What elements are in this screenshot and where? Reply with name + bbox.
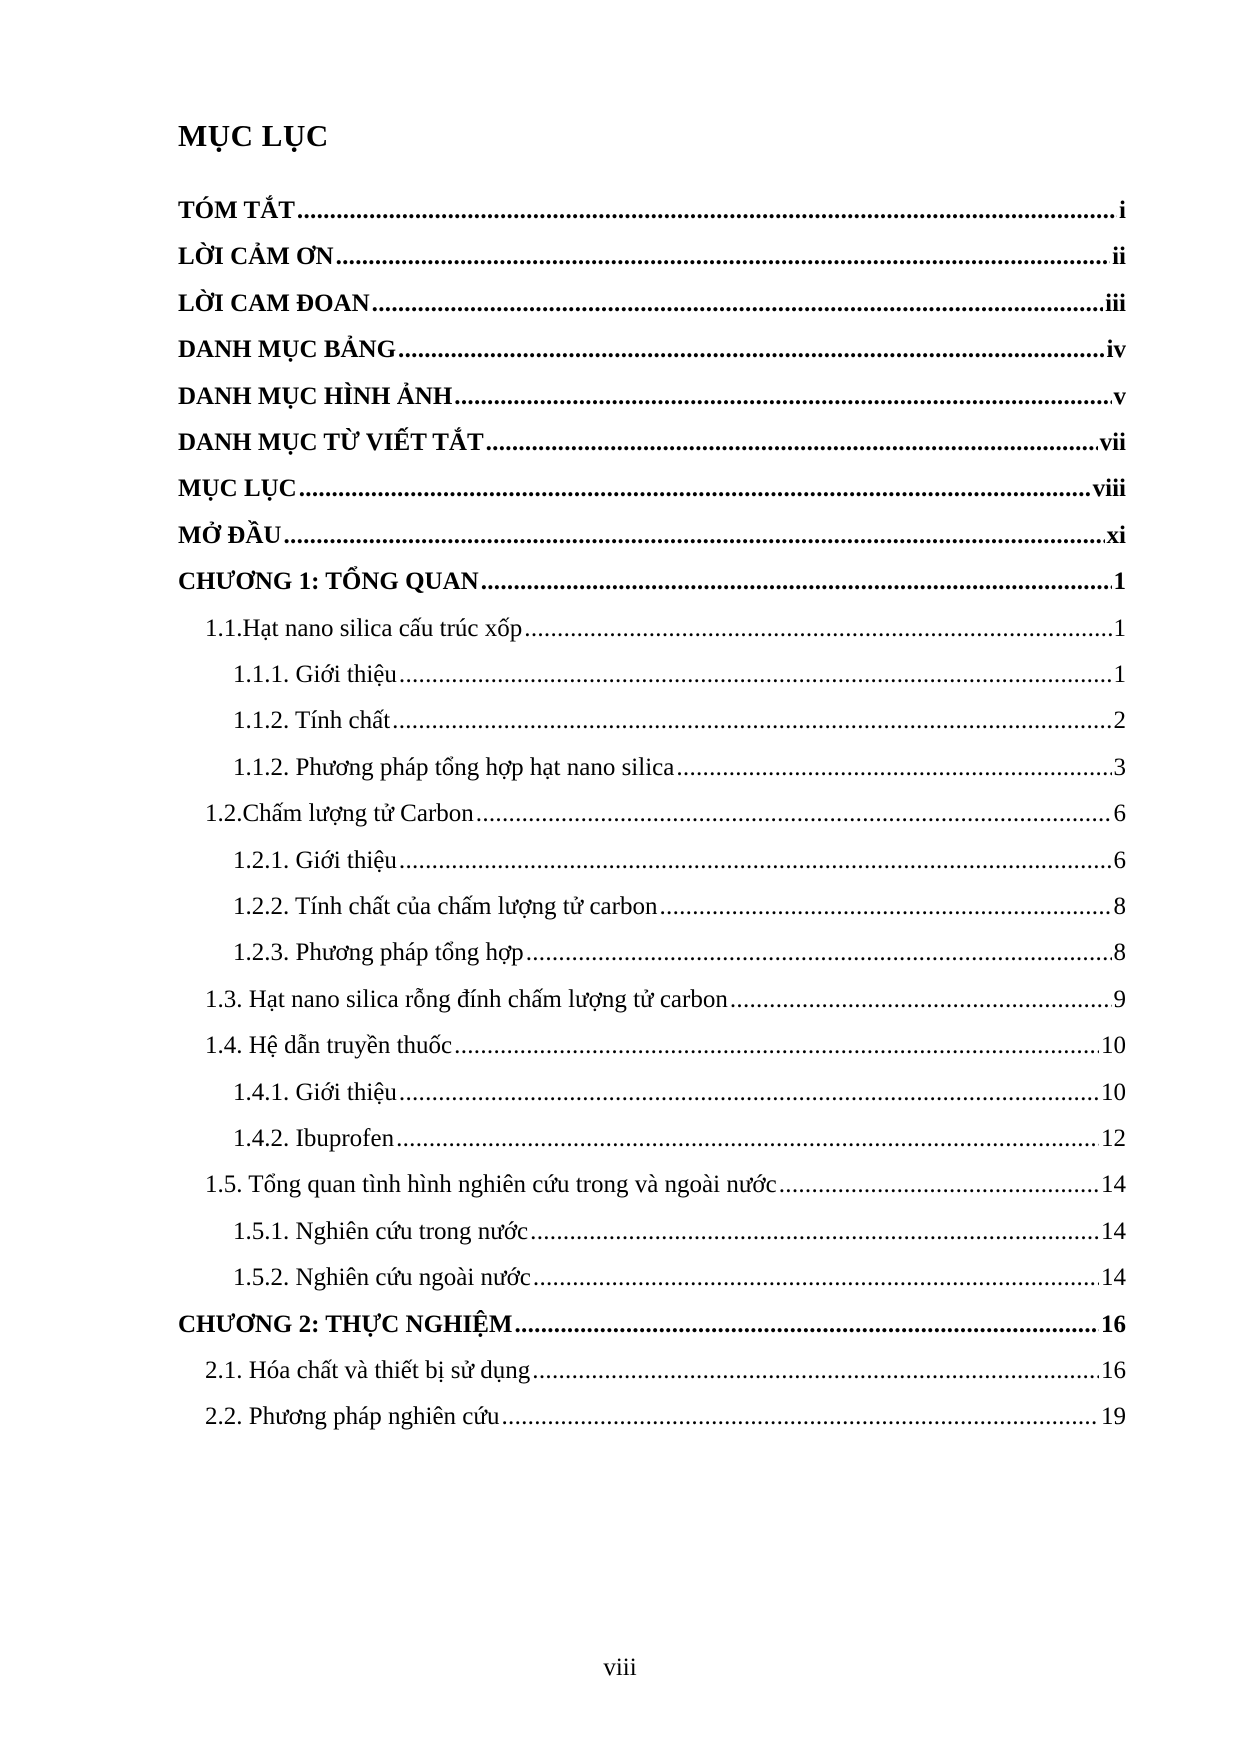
toc-entry-page-number: 12 xyxy=(1101,1125,1126,1152)
dot-leader xyxy=(532,1356,1099,1386)
toc-entry[interactable] xyxy=(233,660,1126,690)
toc-entry-page-number: 10 xyxy=(1101,1032,1126,1060)
toc-entry-label: Chấm lượng tử Carbon xyxy=(242,800,474,828)
dot-leader xyxy=(336,242,1111,272)
toc-entry-label: DANH MỤC BẢNG xyxy=(178,336,397,364)
toc-entry-label: LỜI CẢM ƠN xyxy=(178,243,334,271)
dot-leader xyxy=(399,1078,1099,1108)
toc-entry-page-number: 14 xyxy=(1101,1171,1126,1199)
toc-entry[interactable] xyxy=(205,1356,1126,1386)
toc-entry[interactable] xyxy=(233,706,1126,736)
dot-leader xyxy=(481,567,1112,597)
toc-entry-label: 2.2. Phương pháp nghiên cứu xyxy=(205,1403,500,1431)
toc-entry-label: 1.2.2. Tính chất của chấm lượng tử carbon xyxy=(233,893,658,920)
toc-entry[interactable] xyxy=(233,1078,1126,1108)
dot-leader xyxy=(399,846,1112,876)
dot-leader xyxy=(476,799,1112,829)
dot-leader xyxy=(533,1263,1099,1293)
toc-entry-label: Hạt nano silica cấu trúc xốp xyxy=(242,614,523,642)
toc-entry[interactable] xyxy=(205,614,1126,644)
toc-entry-page-number: 16 xyxy=(1101,1310,1126,1338)
toc-entry-page-number: 6 xyxy=(1113,800,1126,828)
dot-leader xyxy=(524,614,1111,644)
dot-leader xyxy=(398,335,1105,365)
toc-entry-label: 1.5.1. Nghiên cứu trong nước xyxy=(233,1217,529,1245)
toc-entry[interactable] xyxy=(233,892,1126,922)
toc-entry[interactable] xyxy=(205,1170,1126,1200)
toc-entry-page-number: 14 xyxy=(1101,1217,1126,1245)
toc-entry-page-number: iv xyxy=(1106,336,1126,364)
toc-entry[interactable] xyxy=(233,1124,1126,1154)
toc-entry-page-number: 14 xyxy=(1101,1264,1126,1292)
toc-entry-page-number: ii xyxy=(1112,243,1126,271)
dot-leader xyxy=(530,1217,1099,1247)
dot-leader xyxy=(297,196,1117,226)
page-title: MỤC LỤC xyxy=(178,118,329,153)
toc-entry-page-number: vii xyxy=(1099,429,1126,456)
toc-entry-label: 1.1.1. Giới thiệu xyxy=(233,661,397,688)
dot-leader xyxy=(526,938,1112,968)
toc-entry-page-number: 9 xyxy=(1113,985,1126,1013)
toc-entry[interactable] xyxy=(178,1310,1126,1340)
toc-entry-page-number: iii xyxy=(1105,289,1126,317)
toc-entry[interactable] xyxy=(178,474,1126,504)
dot-leader xyxy=(392,706,1111,736)
toc-entry-label: DANH MỤC TỪ VIẾT TẮT xyxy=(178,429,484,456)
toc-entry-page-number: 1 xyxy=(1113,568,1126,596)
toc-entry[interactable] xyxy=(178,196,1126,226)
toc-entry-page-number: 1 xyxy=(1113,661,1126,688)
toc-entry-number: 1.2. xyxy=(205,800,243,828)
toc-entry-page-number: viii xyxy=(1092,475,1126,503)
dot-leader xyxy=(283,521,1104,551)
dot-leader xyxy=(659,892,1111,922)
toc-entry[interactable] xyxy=(178,521,1126,551)
toc-entry[interactable] xyxy=(233,1263,1126,1293)
toc-entry-page-number: 8 xyxy=(1113,893,1126,920)
toc-entry-label: 1.5. Tổng quan tình hình nghiên cứu trong và ngoài nước xyxy=(205,1171,777,1199)
toc-entry-label: CHƯƠNG 2: THỰC NGHIỆM xyxy=(178,1310,513,1338)
dot-leader xyxy=(730,985,1112,1015)
toc-entry[interactable] xyxy=(205,1402,1126,1432)
toc-entry-label: 2.1. Hóa chất và thiết bị sử dụng xyxy=(205,1357,531,1384)
toc-entry-label: TÓM TẮT xyxy=(178,197,295,224)
toc-entry-label: 1.4.1. Giới thiệu xyxy=(233,1078,397,1106)
toc-entry-page-number: i xyxy=(1119,197,1126,224)
dot-leader xyxy=(486,428,1098,458)
toc-entry-page-number: 2 xyxy=(1113,707,1126,735)
toc-entry-label: LỜI CAM ĐOAN xyxy=(178,289,370,317)
toc-entry[interactable] xyxy=(205,985,1126,1015)
toc-entry[interactable] xyxy=(178,289,1126,319)
toc-entry-label: 1.4.2. Ibuprofen xyxy=(233,1125,395,1152)
dot-leader xyxy=(676,753,1111,783)
dot-leader xyxy=(396,1124,1099,1154)
toc-entry-label: 1.2.1. Giới thiệu xyxy=(233,846,397,874)
dot-leader xyxy=(372,289,1103,319)
toc-entry-page-number: 19 xyxy=(1101,1403,1126,1431)
toc-entry-page-number: xi xyxy=(1106,521,1126,549)
toc-entry[interactable] xyxy=(178,242,1126,272)
toc-entry-label: 1.1.2. Phương pháp tổng hợp hạt nano silica xyxy=(233,753,675,781)
dot-leader xyxy=(454,382,1111,412)
toc-entry-page-number: 6 xyxy=(1113,846,1126,874)
dot-leader xyxy=(399,660,1112,690)
dot-leader xyxy=(299,474,1091,504)
dot-leader xyxy=(501,1402,1099,1432)
dot-leader xyxy=(454,1031,1099,1061)
toc-entry-label: MỤC LỤC xyxy=(178,475,297,503)
toc-entry-page-number: v xyxy=(1113,382,1126,410)
toc-entry[interactable] xyxy=(205,799,1126,829)
toc-entry[interactable] xyxy=(233,938,1126,968)
toc-entry-label: 1.4. Hệ dẫn truyền thuốc xyxy=(205,1032,453,1060)
toc-entry[interactable] xyxy=(205,1031,1126,1061)
toc-entry-page-number: 16 xyxy=(1101,1357,1126,1384)
toc-entry-number: 1.1. xyxy=(205,614,243,642)
dot-leader xyxy=(779,1170,1099,1200)
toc-entry[interactable] xyxy=(178,567,1126,597)
toc-entry-label: CHƯƠNG 1: TỔNG QUAN xyxy=(178,568,479,596)
toc-entry-label: 1.1.2. Tính chất xyxy=(233,707,391,735)
toc-entry[interactable] xyxy=(233,846,1126,876)
toc-entry-label: 1.5.2. Nghiên cứu ngoài nước xyxy=(233,1264,531,1292)
toc-entry-label: DANH MỤC HÌNH ẢNH xyxy=(178,382,453,410)
toc-entry[interactable] xyxy=(178,382,1126,412)
toc-entry-page-number: 8 xyxy=(1113,939,1126,967)
toc-entry-page-number: 10 xyxy=(1101,1078,1126,1106)
toc-entry[interactable] xyxy=(178,428,1126,458)
dot-leader xyxy=(515,1310,1100,1340)
toc-entry-label: 1.3. Hạt nano silica rỗng đính chấm lượng tử carbon xyxy=(205,985,728,1013)
toc-entry-label: 1.2.3. Phương pháp tổng hợp xyxy=(233,939,524,967)
toc-entry-label: MỞ ĐẦU xyxy=(178,521,282,549)
toc-entry[interactable] xyxy=(233,753,1126,783)
footer-page-number: viii xyxy=(603,1654,637,1681)
toc-entry[interactable] xyxy=(233,1217,1126,1247)
toc-entry[interactable] xyxy=(178,335,1126,365)
toc-entry-page-number: 3 xyxy=(1113,753,1126,781)
toc-entry-page-number: 1 xyxy=(1113,614,1126,642)
